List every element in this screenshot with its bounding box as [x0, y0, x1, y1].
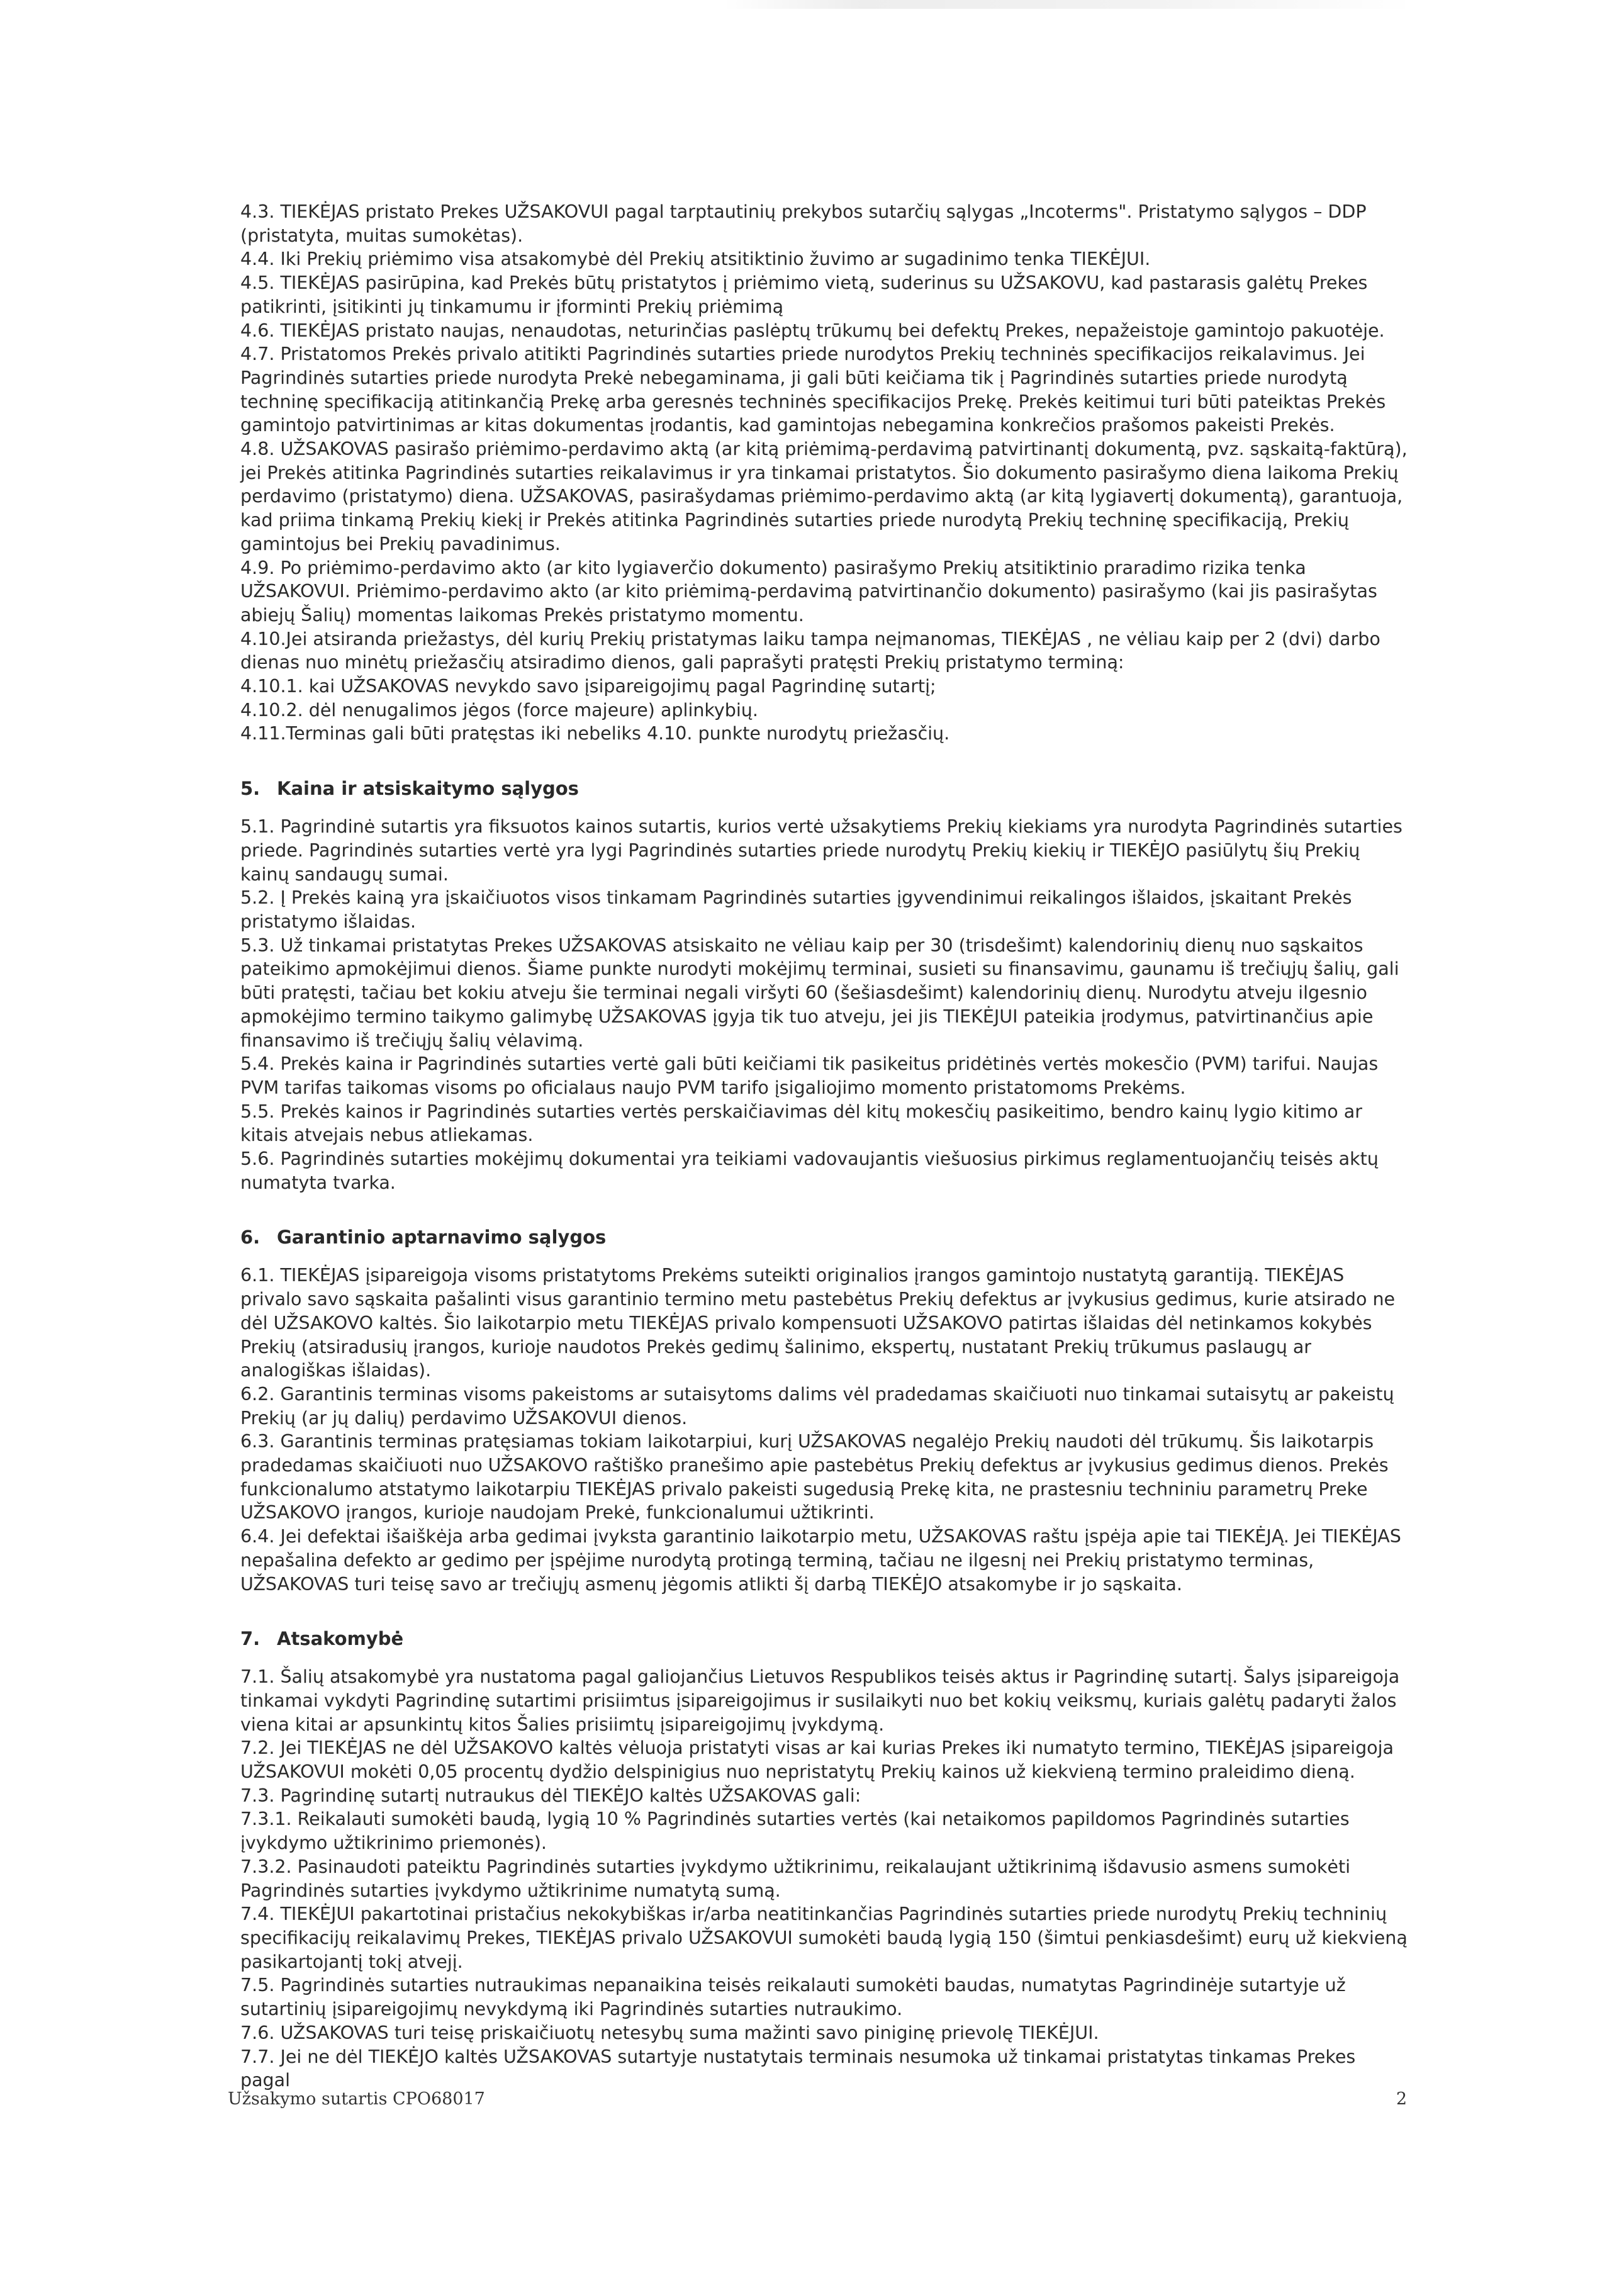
clause-4-10-1: 4.10.1. kai UŽSAKOVAS nevykdo savo įsipareigojimų pagal Pagrindinę sutartį; — [240, 676, 936, 697]
clause-4-9: 4.9. Po priėmimo-perdavimo akto (ar kito lygiaverčio dokumento) pasirašymo Prekių atsitiktinio praradimo rizika tenka UŽSAKOVUI. Priėmimo-perdavimo akto (ar kito priėmimą-perdavimą patvirtinančio dokumento) pasirašymo (kai jis pasirašytas abiejų Šalių) momentas laikomas Prekės pristatymo momentu. — [240, 557, 1377, 626]
section-6-heading — [240, 1225, 1411, 1249]
clause-4-11: 4.11.Terminas gali būti pratęstas iki nebeliks 4.10. punkte nurodytų priežasčių. — [240, 723, 950, 744]
clause-4-10-2: 4.10.2. dėl nenugalimos jėgos (force majeure) aplinkybių. — [240, 699, 758, 721]
clause-7-6: 7.6. UŽSAKOVAS turi teisę priskaičiuotų netesybų suma mažinti savo piniginę prievolę TIEKĖJUI. — [240, 2022, 1099, 2043]
clause-6-4: 6.4. Jei defektai išaiškėja arba gedimai įvyksta garantinio laikotarpio metu, UŽSAKOVAS raštu įspėja apie tai TIEKĖJĄ. Jei TIEKĖJAS nepašalina defekto ar gedimo per įspėjime nurodytą protingą terminą, tačiau ne ilgesnį nei Prekių pristatymo terminas, UŽSAKOVAS turi teisę savo ar trečiųjų asmenų jėgomis atlikti šį darbą TIEKĖJO atsakomybe ir jo sąskaita. — [240, 1526, 1401, 1595]
clause-6-3: 6.3. Garantinis terminas pratęsiamas tokiam laikotarpiui, kurį UŽSAKOVAS negalėjo Prekių naudoti dėl trūkumų. Šis laikotarpis pradedamas skaičiuoti nuo UŽSAKOVO raštiško pranešimo apie pastebėtus Prekių defektus ar įvykusius gedimus dienos. Prekės funkcionalumo atstatymo laikotarpiu TIEKĖJAS privalo pakeisti sugedusią Prekę kita, ne prastesniu techniniu parametrų Preke UŽSAKOVO įrangos, kurioje naudojam Prekė, funkcionalumui užtikrinti. — [240, 1431, 1389, 1524]
section-7-number: 7. — [240, 1628, 260, 1650]
clause-7-3-1: 7.3.1. Reikalauti sumokėti baudą, lygią 10 % Pagrindinės sutarties vertės (kai netaikomos papildomos Pagrindinės sutarties įvykdymo užtikrinimo priemonės). — [240, 1809, 1350, 1854]
section-5-heading — [240, 777, 1411, 800]
clause-4-4: 4.4. Iki Prekių priėmimo visa atsakomybė dėl Prekių atsitiktinio žuvimo ar sugadinimo tenka TIEKĖJUI. — [240, 249, 1151, 270]
clause-4-6: 4.6. TIEKĖJAS pristato naujas, nenaudotas, neturinčias paslėptų trūkumų bei defektų Prekes, nepažeistoje gamintojo pakuotėje. — [240, 320, 1385, 341]
clause-4-5: 4.5. TIEKĖJAS pasirūpina, kad Prekės būtų pristatytos į priėmimo vietą, suderinus su UŽSAKOVU, kad pastarasis galėtų Prekes patikrinti, įsitikinti jų tinkamumu ir įforminti Prekių priėmimą — [240, 272, 1368, 317]
clause-5-3: 5.3. Už tinkamai pristatytas Prekes UŽSAKOVAS atsiskaito ne vėliau kaip per 30 (trisdešimt) kalendorinių dienų nuo sąskaitos pateikimo apmokėjimui dienos. Šiame punkte nurodyti mokėjimų terminai, susieti su finansavimu, gaunamu iš trečiųjų šalių, gali būti pratęsti, tačiau bet kokiu atveju šie terminai negali viršyti 60 (šešiasdešimt) kalendorinių dienų. Nurodytu atveju ilgesnio apmokėjimo termino taikymo galimybę UŽSAKOVAS įgyja tik tuo atveju, jei jis TIEKĖJUI pateikia įrodymus, patvirtinančius apie finansavimo iš trečiųjų šalių vėlavimą. — [240, 934, 1399, 1051]
section-7 — [240, 1627, 1411, 2092]
section-6 — [240, 1225, 1411, 1596]
clause-7-5: 7.5. Pagrindinės sutarties nutraukimas nepanaikina teisės reikalauti sumokėti baudas, numatytas Pagrindinėje sutartyje už sutartinių įsipareigojimų nevykdymą iki Pagrindinės sutarties nutraukimo. — [240, 1975, 1346, 2020]
clause-7-4: 7.4. TIEKĖJUI pakartotinai pristačius nekokybiškas ir/arba neatitinkančias Pagrindinės sutarties priede nurodytų Prekių techninių specifikacijų reikalavimų Prekes, TIEKĖJAS privalo UŽSAKOVUI sumokėti baudą lygią 150 (šimtui penkiasdešimt) eurų už kiekvieną pasikartojantį tokį atvejį. — [240, 1904, 1408, 1972]
clause-6-2: 6.2. Garantinis terminas visoms pakeistoms ar sutaisytoms dalims vėl pradedamas skaičiuoti nuo tinkamai sutaisytų ar pakeistų Prekių (ar jų dalių) perdavimo UŽSAKOVUI dienos. — [240, 1383, 1394, 1428]
clause-4-3: 4.3. TIEKĖJAS pristato Prekes UŽSAKOVUI pagal tarptautinių prekybos sutarčių sąlygas „Incoterms". Pristatymo sąlygos – DDP (pristatyta, muitas sumokėtas). — [240, 201, 1367, 246]
clause-4-10: 4.10.Jei atsiranda priežastys, dėl kurių Prekių pristatymas laiku tampa neįmanomas, TIEKĖJAS , ne vėliau kaip per 2 (dvi) darbo dienas nuo minėtų priežasčių atsiradimo dienos, gali paprašyti pratęsti Prekių pristatymo terminą: — [240, 628, 1380, 673]
clause-7-1: 7.1. Šalių atsakomybė yra nustatoma pagal galiojančius Lietuvos Respublikos teisės aktus ir Pagrindinę sutartį. Šalys įsipareigoja tinkamai vykdyti Pagrindinę sutartimi prisiimtus įsipareigojimus ir susilaikyti nuo bet kokių veiksmų, kuriais galėtų padaryti žalos viena kitai ar apsunkintų kitos Šalies prisiimtų įsipareigojimų įvykdymą. — [240, 1666, 1400, 1735]
clause-7-3-2: 7.3.2. Pasinaudoti pateiktu Pagrindinės sutarties įvykdymo užtikrinimu, reikalaujant užtikrinimą išdavusio asmens sumokėti Pagrindinės sutarties įvykdymo užtikrinime numatytą sumą. — [240, 1856, 1351, 1901]
section-7-heading — [240, 1627, 1411, 1651]
section-4 — [240, 200, 1411, 746]
scan-artifact — [724, 0, 1416, 9]
clause-5-4: 5.4. Prekės kaina ir Pagrindinės sutarties vertė gali būti keičiami tik pasikeitus pridėtinės vertės mokesčio (PVM) tarifui. Naujas PVM tarifas taikomas visoms po oficialaus naujo PVM tarifo įsigaliojimo momento pristatomoms Prekėms. — [240, 1053, 1379, 1098]
clause-5-5: 5.5. Prekės kainos ir Pagrindinės sutarties vertės perskaičiavimas dėl kitų mokesčių pasikeitimo, bendro kainų lygio kitimo ar kitais atvejais nebus atliekamas. — [240, 1101, 1362, 1146]
clause-7-2: 7.2. Jei TIEKĖJAS ne dėl UŽSAKOVO kaltės vėluoja pristatyti visas ar kai kurias Prekes iki numatyto termino, TIEKĖJAS įsipareigoja UŽSAKOVUI mokėti 0,05 procentų dydžio delspinigius nuo nepristatytų Prekių kainos už kiekvieną termino praleidimo dieną. — [240, 1737, 1394, 1783]
clause-6-1: 6.1. TIEKĖJAS įsipareigoja visoms pristatytoms Prekėms suteikti originalios įrangos gamintojo nustatytą garantiją. TIEKĖJAS privalo savo sąskaita pašalinti visus garantinio termino metu pastebėtus Prekių defektus ar įvykusius gedimus, kurie atsirado ne dėl UŽSAKOVO kaltės. Šio laikotarpio metu TIEKĖJAS privalo kompensuoti UŽSAKOVO patirtas išlaidas dėl netinkamos kokybės Prekių (atsiradusių įrangos, kurioje naudotos Prekės gedimų šalinimo, ekspertų, nustatant Prekių trūkumus paslaugų ar analogiškas išlaidas). — [240, 1265, 1396, 1381]
section-6-number: 6. — [240, 1226, 260, 1249]
footer-contract-name: Užsakymo sutartis CPO68017 — [228, 2089, 485, 2109]
clause-5-1: 5.1. Pagrindinė sutartis yra fiksuotos kainos sutartis, kurios vertė užsakytiems Prekių kiekiams yra nurodyta Pagrindinės sutarties priede. Pagrindinės sutarties vertė yra lygi Pagrindinės sutarties priede nurodytų Prekių kiekių ir TIEKĖJO pasiūlytų šių Prekių kainų sandaugų sumai. — [240, 816, 1403, 885]
page-number: 2 — [1396, 2089, 1407, 2109]
section-6-title: Garantinio aptarnavimo sąlygos — [277, 1226, 607, 1249]
clause-5-2: 5.2. Į Prekės kainą yra įskaičiuotos visos tinkamam Pagrindinės sutarties įgyvendinimui reikalingos išlaidos, įskaitant Prekės pristatymo išlaidas. — [240, 887, 1352, 932]
clause-4-7: 4.7. Pristatomos Prekės privalo atitikti Pagrindinės sutarties priede nurodytos Prekių techninės specifikacijos reikalavimus. Jei Pagrindinės sutarties priede nurodyta Prekė nebegaminama, ji gali būti keičiama tik į Pagrindinės sutarties priede nurodytą techninę specifikaciją atitinkančią Prekę arba geresnės techninės specifikacijos Prekę. Prekės keitimui turi būti pateiktas Prekės gamintojo patvirtinimas ar kitas dokumentas įrodantis, kad gamintojas nebegamina konkrečios prašomos pakeisti Prekės. — [240, 344, 1386, 436]
section-5-number: 5. — [240, 778, 260, 800]
document-body — [240, 200, 1411, 2092]
section-5-title: Kaina ir atsiskaitymo sąlygos — [277, 778, 579, 800]
clause-7-7: 7.7. Jei ne dėl TIEKĖJO kaltės UŽSAKOVAS sutartyje nustatytais terminais nesumoka už tinkamai pristatytas tinkamas Prekes pagal — [240, 2046, 1356, 2091]
section-5 — [240, 777, 1411, 1194]
clause-7-3: 7.3. Pagrindinę sutartį nutraukus dėl TIEKĖJO kaltės UŽSAKOVAS gali: — [240, 1785, 861, 1806]
section-7-title: Atsakomybė — [277, 1628, 404, 1650]
clause-4-8: 4.8. UŽSAKOVAS pasirašo priėmimo-perdavimo aktą (ar kitą priėmimą-perdavimą patvirtinantį dokumentą, pvz. sąskaitą-faktūrą), jei Prekės atitinka Pagrindinės sutarties reikalavimus ir yra tinkamai pristatytos. Šio dokumento pasirašymo diena laikoma Prekių perdavimo (pristatymo) diena. UŽSAKOVAS, pasirašydamas priėmimo-perdavimo aktą (ar kitą lygiavertį dokumentą), garantuoja, kad priima tinkamą Prekių kiekį ir Prekės atitinka Pagrindinės sutarties priede nurodytą Prekių techninę specifikaciją, Prekių gamintojus bei Prekių pavadinimus. — [240, 439, 1408, 554]
clause-5-6: 5.6. Pagrindinės sutarties mokėjimų dokumentai yra teikiami vadovaujantis viešuosius pirkimus reglamentuojančių teisės aktų numatyta tvarka. — [240, 1148, 1379, 1193]
